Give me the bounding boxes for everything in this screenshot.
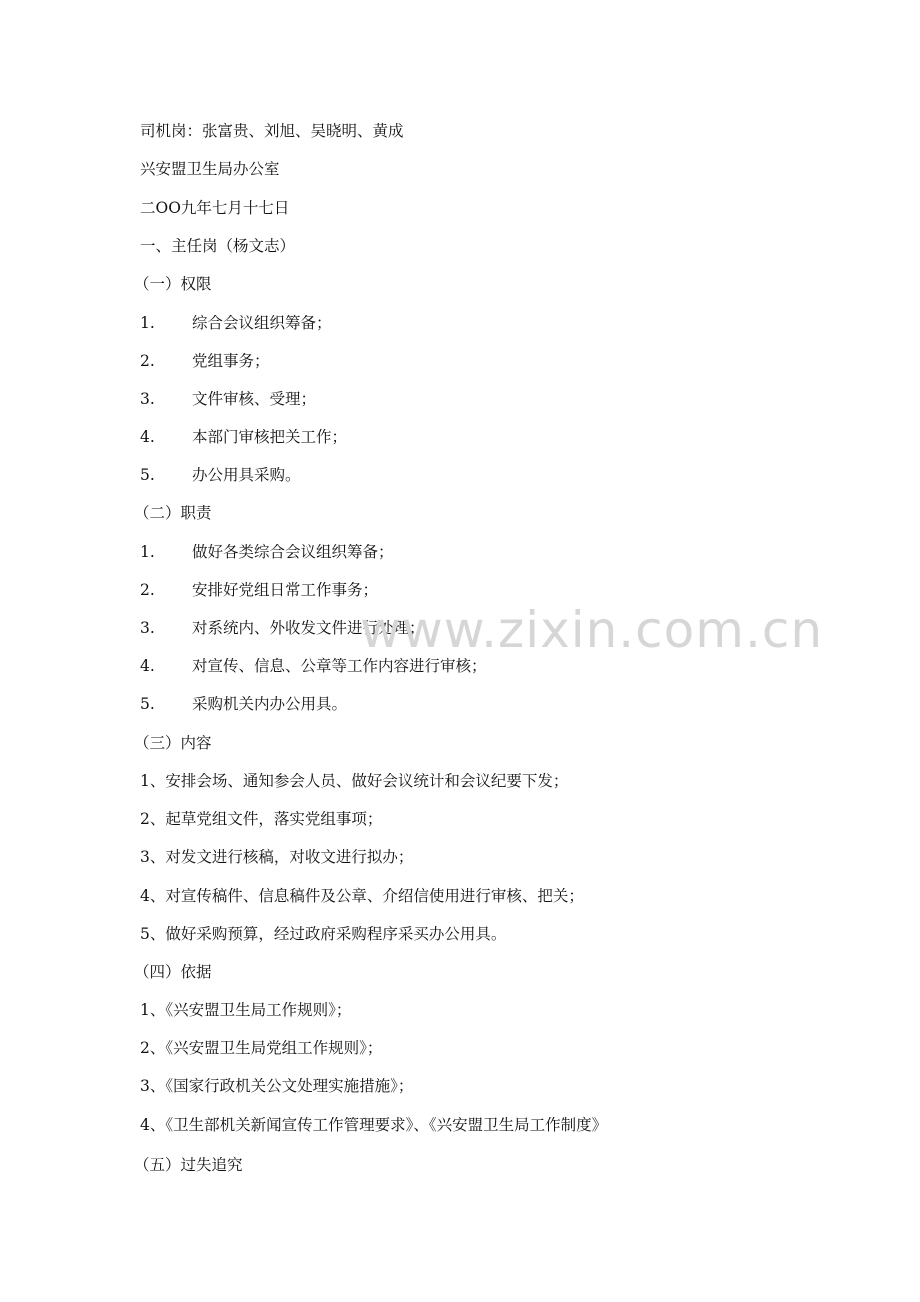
list-item [140, 389, 316, 409]
list-item-text: 采购机关内办公用具。 [192, 695, 348, 713]
document-date: 二OO九年七月十七日 [140, 199, 290, 217]
list-item [140, 465, 301, 485]
list-item [140, 694, 347, 714]
list-item-text: 文件审核、受理； [192, 390, 317, 408]
drivers-line: 司机岗：张富贵、刘旭、吴晓明、黄成 [140, 122, 404, 140]
list-item-text: 综合会议组织筹备； [192, 314, 332, 332]
list-item [140, 351, 270, 371]
list-item-text: 对系统内、外收发文件进行处理； [192, 619, 425, 637]
list-item-text: 党组事务； [192, 352, 270, 370]
basis-item: 2、《兴安盟卫生局党组工作规则》； [140, 1039, 383, 1057]
list-item-number: 1. [140, 543, 155, 561]
list-item-number: 3. [140, 390, 155, 408]
content-item: 5、做好采购预算，经过政府采购程序采买办公用具。 [140, 925, 507, 943]
list-item [140, 427, 347, 447]
office-name: 兴安盟卫生局办公室 [140, 160, 280, 178]
list-item-text: 办公用具采购。 [192, 466, 301, 484]
basis-item: 4、《卫生部机关新闻宣传工作管理要求》、《兴安盟卫生局工作制度》 [140, 1116, 608, 1134]
section-heading-duties: （二）职责 [134, 504, 212, 522]
list-item-number: 2. [140, 581, 155, 599]
list-item-number: 1. [140, 314, 155, 332]
list-item-number: 3. [140, 619, 155, 637]
list-item [140, 542, 394, 562]
section-heading-content: （三）内容 [134, 734, 212, 752]
content-item: 2、起草党组文件，落实党组事项； [140, 810, 383, 828]
list-item-text: 做好各类综合会议组织筹备； [192, 543, 394, 561]
basis-item: 3、《国家行政机关公文处理实施措施》； [140, 1077, 414, 1095]
list-item-number: 4. [140, 428, 155, 446]
list-item-text: 本部门审核把关工作； [192, 428, 348, 446]
list-item-number: 5. [140, 466, 155, 484]
list-item [140, 580, 378, 600]
position-title: 一、主任岗（杨文志） [140, 237, 296, 255]
section-heading-accountability: （五）过失追究 [134, 1156, 243, 1174]
content-item: 1、安排会场、通知参会人员、做好会议统计和会议纪要下发； [140, 772, 569, 790]
section-heading-basis: （四）依据 [134, 963, 212, 981]
list-item-text: 安排好党组日常工作事务； [192, 581, 379, 599]
watermark: www.zixin.com.cn [360, 601, 824, 659]
list-item-number: 5. [140, 695, 155, 713]
list-item-text: 对宣传、信息、公章等工作内容进行审核； [192, 657, 487, 675]
basis-item: 1、《兴安盟卫生局工作规则》； [140, 1001, 352, 1019]
list-item-number: 4. [140, 657, 155, 675]
list-item [140, 313, 332, 333]
content-item: 3、对发文进行核稿，对收文进行拟办； [140, 848, 414, 866]
content-item: 4、对宣传稿件、信息稿件及公章、介绍信使用进行审核、把关； [140, 887, 584, 905]
list-item-number: 2. [140, 352, 155, 370]
section-heading-authority: （一）权限 [134, 275, 212, 293]
